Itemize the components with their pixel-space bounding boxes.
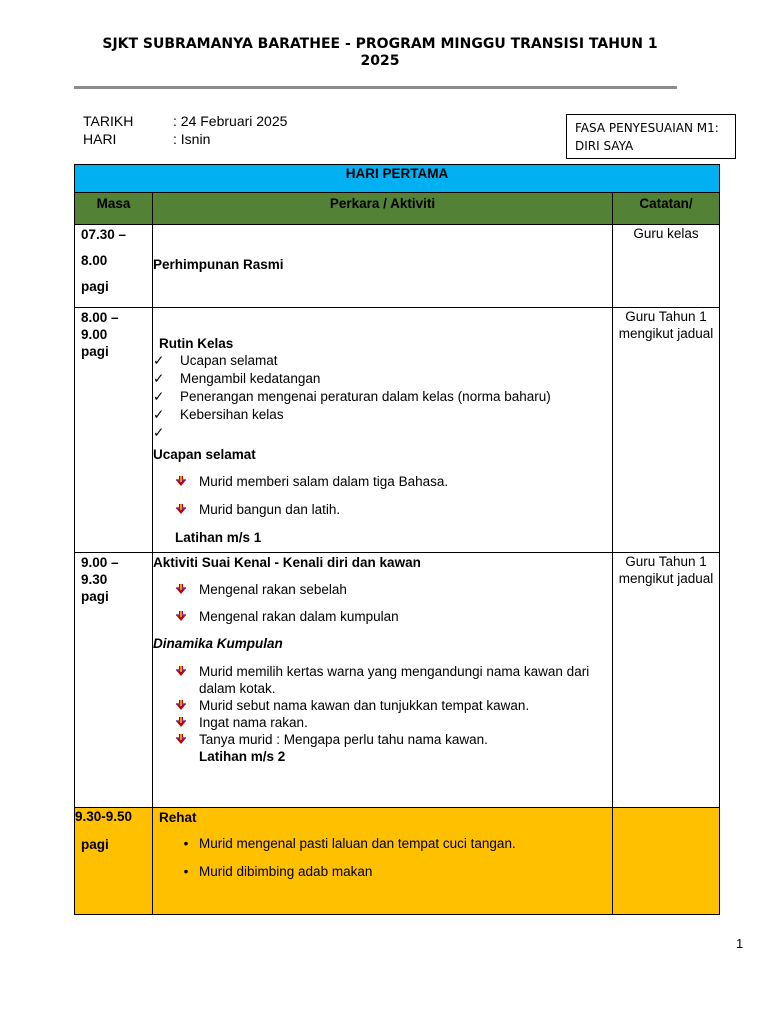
arrow-bullet-icon (175, 663, 199, 697)
col-header-perkara: Perkara / Aktiviti (153, 193, 613, 225)
note-text: Guru kelas (633, 226, 699, 241)
time-start: 9.00 – (81, 555, 119, 570)
activity-subheading: Dinamika Kumpulan (153, 636, 283, 651)
dot-bullet-icon: • (183, 836, 189, 851)
day-header: HARI PERTAMA (75, 165, 720, 193)
time-start: 07.30 – (81, 227, 127, 242)
check-icon: ✓ (153, 407, 165, 422)
list-item-text: Murid dibimbing adab makan (199, 864, 373, 879)
list-item (175, 501, 612, 518)
title-line-2: 2025 (360, 53, 400, 69)
list-item (175, 608, 612, 625)
note-text-2: mengikut jadual (618, 571, 714, 586)
list-item (173, 863, 612, 881)
fasa-box (566, 114, 736, 159)
activity-cell (153, 308, 613, 553)
list-item-text: Kebersihan kelas (180, 407, 284, 422)
time-cell (75, 225, 153, 308)
col-header-catatan: Catatan/ (613, 193, 720, 225)
hari-value: : Isnin (173, 131, 211, 147)
table-row (75, 308, 720, 553)
arrow-bullet-icon (175, 501, 199, 518)
time-end: 9.30 (81, 572, 108, 587)
time-suffix: pagi (81, 279, 109, 294)
list-item-text: Mengambil kedatangan (180, 371, 321, 386)
title-divider (74, 86, 677, 89)
title-line-1: SJKT SUBRAMANYA BARATHEE - PROGRAM MINGGU TRANSISI TAHUN 1 (102, 36, 658, 52)
dot-bullet-icon: • (183, 864, 189, 879)
tarikh-value: : 24 Februari 2025 (173, 113, 288, 129)
activity-heading: Aktiviti Suai Kenal - Kenali diri dan kawan (153, 555, 421, 570)
col-header-masa: Masa (75, 193, 153, 225)
activity-title: Perhimpunan Rasmi (153, 257, 284, 272)
check-icon: ✓ (153, 353, 165, 368)
schedule-table (74, 164, 720, 915)
time-start: 8.00 – (81, 310, 119, 325)
arrow-bullet-icon (175, 581, 199, 598)
list-item-text: Ucapan selamat (180, 353, 278, 368)
check-icon: ✓ (153, 425, 165, 440)
arrow-bullet-icon (175, 697, 199, 714)
note-text-2: mengikut jadual (618, 326, 714, 341)
table-row (75, 808, 720, 915)
list-item-text: Mengenal rakan dalam kumpulan (199, 609, 399, 624)
list-item (153, 352, 612, 370)
time-suffix: pagi (81, 589, 109, 604)
list-item-text: Ingat nama rakan. (199, 715, 308, 730)
list-item (175, 581, 612, 598)
time-end: 9.00 (81, 327, 108, 342)
list-item (153, 424, 612, 442)
time-start: 9.30-9.50 (75, 809, 133, 824)
note-cell (613, 308, 720, 553)
document-title (80, 36, 680, 70)
list-item (175, 731, 612, 748)
arrow-bullet-icon (175, 714, 199, 731)
arrow-bullet-icon (175, 608, 199, 625)
note-text-1: Guru Tahun 1 (625, 309, 707, 324)
note-cell (613, 808, 720, 915)
note-cell (613, 553, 720, 808)
check-icon: ✓ (153, 371, 165, 386)
fasa-line-2: DIRI SAYA (575, 139, 634, 153)
list-item-text: Murid memilih kertas warna yang mengandungi nama kawan dari dalam kotak. (199, 664, 590, 696)
time-cell (75, 808, 153, 915)
time-end: 8.00 (81, 253, 108, 268)
exercise-label: Latihan m/s 1 (175, 530, 262, 545)
activity-cell (153, 808, 613, 915)
fasa-line-1: FASA PENYESUAIAN M1: (575, 121, 719, 135)
tarikh-label: TARIKH (83, 113, 134, 129)
list-item (175, 714, 612, 731)
time-suffix: pagi (81, 837, 109, 852)
list-item (153, 406, 612, 424)
check-icon: ✓ (153, 389, 165, 404)
list-item (153, 370, 612, 388)
table-row (75, 225, 720, 308)
activity-subheading: Ucapan selamat (153, 447, 256, 462)
time-cell (75, 308, 153, 553)
list-item-text: Penerangan mengenai peraturan dalam kelas (norma baharu) (180, 389, 551, 404)
list-item-text: Murid memberi salam dalam tiga Bahasa. (199, 474, 449, 489)
list-item-text: Tanya murid : Mengapa perlu tahu nama kawan. (199, 732, 488, 747)
activity-cell (153, 225, 613, 308)
list-item-text: Murid bangun dan latih. (199, 502, 341, 517)
activity-heading: Rehat (159, 810, 197, 825)
list-item (175, 697, 612, 714)
exercise-label: Latihan m/s 2 (199, 749, 286, 764)
activity-heading: Rutin Kelas (159, 336, 234, 351)
arrow-bullet-icon (175, 731, 199, 748)
note-text-1: Guru Tahun 1 (625, 554, 707, 569)
page-number: 1 (736, 936, 744, 951)
list-item (173, 835, 612, 853)
hari-label: HARI (83, 131, 117, 147)
time-suffix: pagi (81, 344, 109, 359)
activity-cell (153, 553, 613, 808)
time-cell (75, 553, 153, 808)
list-item (153, 388, 612, 406)
arrow-bullet-icon (175, 473, 199, 490)
list-item-text: Mengenal rakan sebelah (199, 582, 347, 597)
list-item-text: Murid mengenal pasti laluan dan tempat cuci tangan. (199, 836, 516, 851)
list-item (175, 473, 612, 490)
list-item (175, 663, 612, 697)
table-row (75, 553, 720, 808)
list-item-text: Murid sebut nama kawan dan tunjukkan tempat kawan. (199, 698, 530, 713)
note-cell (613, 225, 720, 308)
